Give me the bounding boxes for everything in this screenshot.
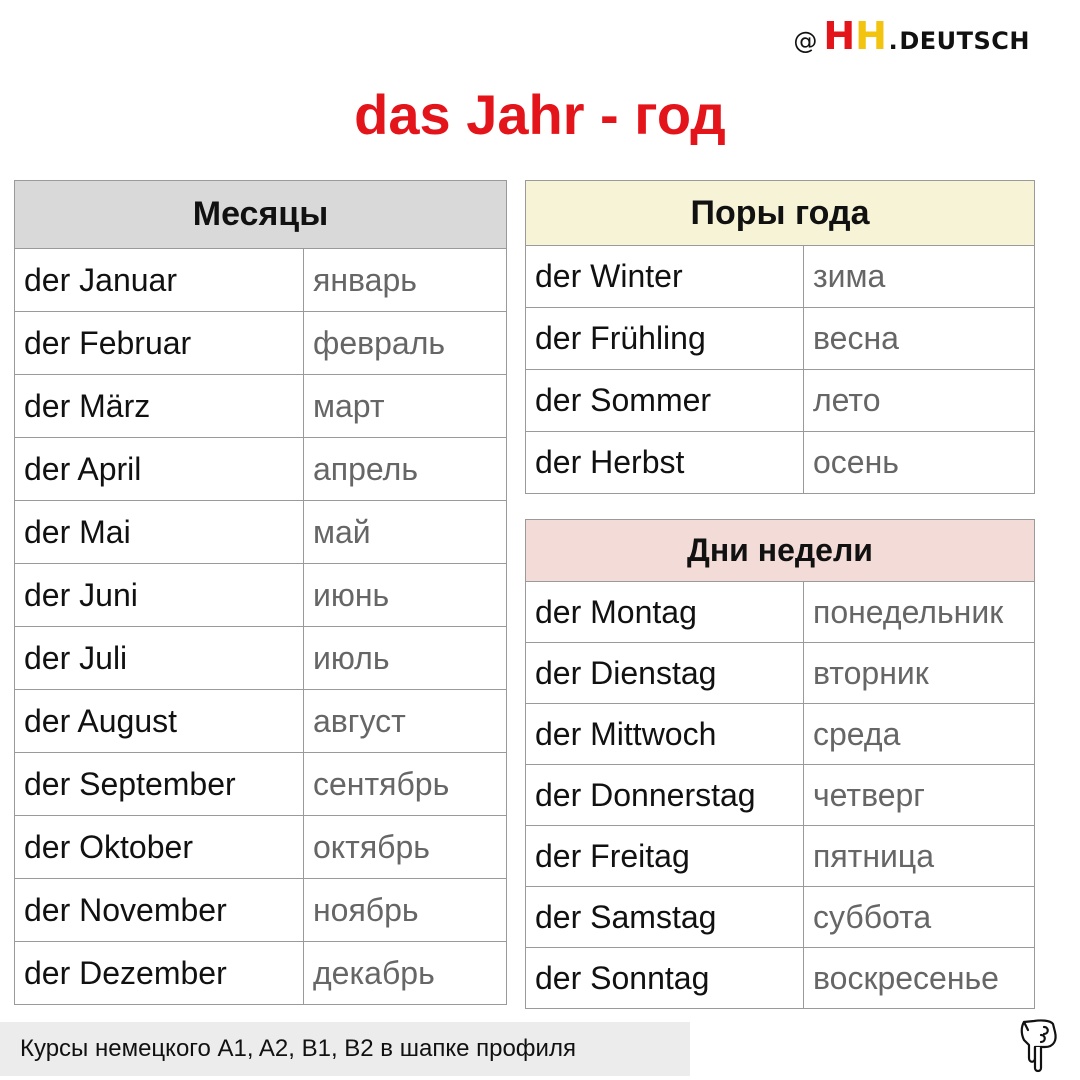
brand-letter-h-yellow: H bbox=[855, 14, 887, 58]
russian-translation: июль bbox=[304, 627, 507, 690]
footer-courses-note[interactable]: Курсы немецкого A1, A2, B1, B2 в шапке профиля bbox=[0, 1022, 690, 1076]
months-row bbox=[15, 879, 507, 942]
seasons-table-header: Поры года bbox=[526, 181, 1035, 246]
german-word: der Mai bbox=[15, 501, 304, 564]
russian-translation: понедельник bbox=[804, 582, 1035, 643]
seasons-table-body bbox=[526, 246, 1035, 494]
german-word: der Montag bbox=[526, 582, 804, 643]
weekdays-row bbox=[526, 704, 1035, 765]
page-title: das Jahr - год bbox=[354, 83, 726, 146]
german-word: der Juni bbox=[15, 564, 304, 627]
seasons-table bbox=[525, 180, 1035, 494]
russian-translation: воскресенье bbox=[804, 948, 1035, 1009]
german-word: der Samstag bbox=[526, 887, 804, 948]
weekdays-table-header: Дни недели bbox=[526, 520, 1035, 582]
german-word: der Freitag bbox=[526, 826, 804, 887]
russian-translation: август bbox=[304, 690, 507, 753]
seasons-row bbox=[526, 432, 1035, 494]
brand-at-sign: @ bbox=[793, 27, 818, 55]
german-word: der Herbst bbox=[526, 432, 804, 494]
brand-logo[interactable] bbox=[793, 14, 1030, 58]
russian-translation: осень bbox=[804, 432, 1035, 494]
german-word: der November bbox=[15, 879, 304, 942]
russian-translation: суббота bbox=[804, 887, 1035, 948]
weekdays-table bbox=[525, 519, 1035, 1009]
german-word: der April bbox=[15, 438, 304, 501]
german-word: der Februar bbox=[15, 312, 304, 375]
german-word: der Winter bbox=[526, 246, 804, 308]
russian-translation: октябрь bbox=[304, 816, 507, 879]
pointing-hand-down-icon bbox=[1016, 1018, 1062, 1074]
seasons-row bbox=[526, 246, 1035, 308]
weekdays-row bbox=[526, 643, 1035, 704]
seasons-row bbox=[526, 370, 1035, 432]
months-row bbox=[15, 501, 507, 564]
german-word: der Frühling bbox=[526, 308, 804, 370]
months-row bbox=[15, 816, 507, 879]
weekdays-row bbox=[526, 582, 1035, 643]
german-word: der September bbox=[15, 753, 304, 816]
months-table-header: Месяцы bbox=[15, 181, 507, 249]
weekdays-row bbox=[526, 948, 1035, 1009]
brand-word: DEUTSCH bbox=[899, 27, 1030, 55]
months-table-body bbox=[15, 249, 507, 1005]
german-word: der Oktober bbox=[15, 816, 304, 879]
weekdays-row bbox=[526, 765, 1035, 826]
russian-translation: февраль bbox=[304, 312, 507, 375]
russian-translation: вторник bbox=[804, 643, 1035, 704]
months-row bbox=[15, 312, 507, 375]
russian-translation: лето bbox=[804, 370, 1035, 432]
weekdays-row bbox=[526, 826, 1035, 887]
german-word: der Sommer bbox=[526, 370, 804, 432]
german-word: der Juli bbox=[15, 627, 304, 690]
months-row bbox=[15, 942, 507, 1005]
russian-translation: сентябрь bbox=[304, 753, 507, 816]
german-word: der Dienstag bbox=[526, 643, 804, 704]
brand-letter-h-red: H bbox=[823, 14, 854, 58]
months-row bbox=[15, 564, 507, 627]
months-row bbox=[15, 249, 507, 312]
russian-translation: весна bbox=[804, 308, 1035, 370]
russian-translation: пятница bbox=[804, 826, 1035, 887]
german-word: der Januar bbox=[15, 249, 304, 312]
months-row bbox=[15, 627, 507, 690]
russian-translation: май bbox=[304, 501, 507, 564]
months-row bbox=[15, 375, 507, 438]
russian-translation: март bbox=[304, 375, 507, 438]
german-word: der August bbox=[15, 690, 304, 753]
russian-translation: июнь bbox=[304, 564, 507, 627]
russian-translation: среда bbox=[804, 704, 1035, 765]
russian-translation: четверг bbox=[804, 765, 1035, 826]
russian-translation: декабрь bbox=[304, 942, 507, 1005]
months-row bbox=[15, 753, 507, 816]
seasons-row bbox=[526, 308, 1035, 370]
russian-translation: апрель bbox=[304, 438, 507, 501]
russian-translation: январь bbox=[304, 249, 507, 312]
weekdays-table-body bbox=[526, 582, 1035, 1009]
german-word: der März bbox=[15, 375, 304, 438]
months-row bbox=[15, 690, 507, 753]
russian-translation: зима bbox=[804, 246, 1035, 308]
german-word: der Mittwoch bbox=[526, 704, 804, 765]
german-word: der Sonntag bbox=[526, 948, 804, 1009]
weekdays-row bbox=[526, 887, 1035, 948]
months-row bbox=[15, 438, 507, 501]
brand-dot: . bbox=[888, 23, 898, 56]
months-table bbox=[14, 180, 507, 1005]
russian-translation: ноябрь bbox=[304, 879, 507, 942]
german-word: der Dezember bbox=[15, 942, 304, 1005]
german-word: der Donnerstag bbox=[526, 765, 804, 826]
